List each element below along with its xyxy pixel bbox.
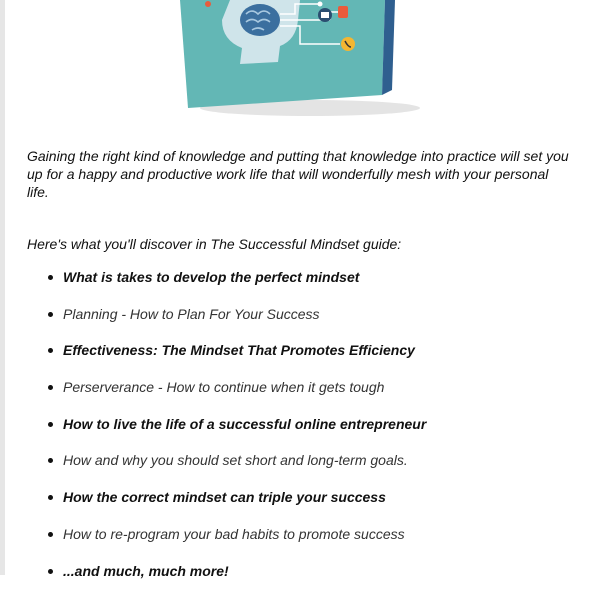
brain-icon (240, 4, 280, 36)
dot-icon (205, 1, 211, 7)
bullet-icon (48, 348, 53, 353)
book-cover-image (160, 0, 420, 118)
bullet-icon (48, 569, 53, 574)
bullet-icon (48, 422, 53, 427)
intro-paragraph: Gaining the right kind of knowledge and putting that knowledge into practice will set you up for a happy and productive work life that will wonderfully mesh with your personal life. (27, 147, 572, 201)
list-item: Planning - How to Plan For Your Success (27, 300, 587, 337)
lead-in-text: Here's what you'll discover in The Successful Mindset guide: (27, 235, 572, 253)
list-item: How the correct mindset can triple your success (27, 483, 587, 520)
feature-list (27, 263, 587, 593)
bullet-icon (48, 532, 53, 537)
list-item: How to live the life of a successful online entrepreneur (27, 410, 587, 447)
list-item: Effectiveness: The Mindset That Promotes Efficiency (27, 336, 587, 373)
list-item: What is takes to develop the perfect mindset (27, 263, 587, 300)
bullet-icon (48, 458, 53, 463)
bullet-icon (48, 385, 53, 390)
bullet-icon (48, 495, 53, 500)
phone-icon (341, 37, 355, 51)
list-item: How to re-program your bad habits to promote success (27, 520, 587, 557)
bullet-icon (48, 312, 53, 317)
document-icon (338, 6, 348, 18)
page-left-border (0, 0, 5, 575)
list-item: Perserverance - How to continue when it gets tough (27, 373, 587, 410)
bullet-icon (48, 275, 53, 280)
list-item: How and why you should set short and long-term goals. (27, 446, 587, 483)
list-item: ...and much, much more! (27, 557, 587, 593)
